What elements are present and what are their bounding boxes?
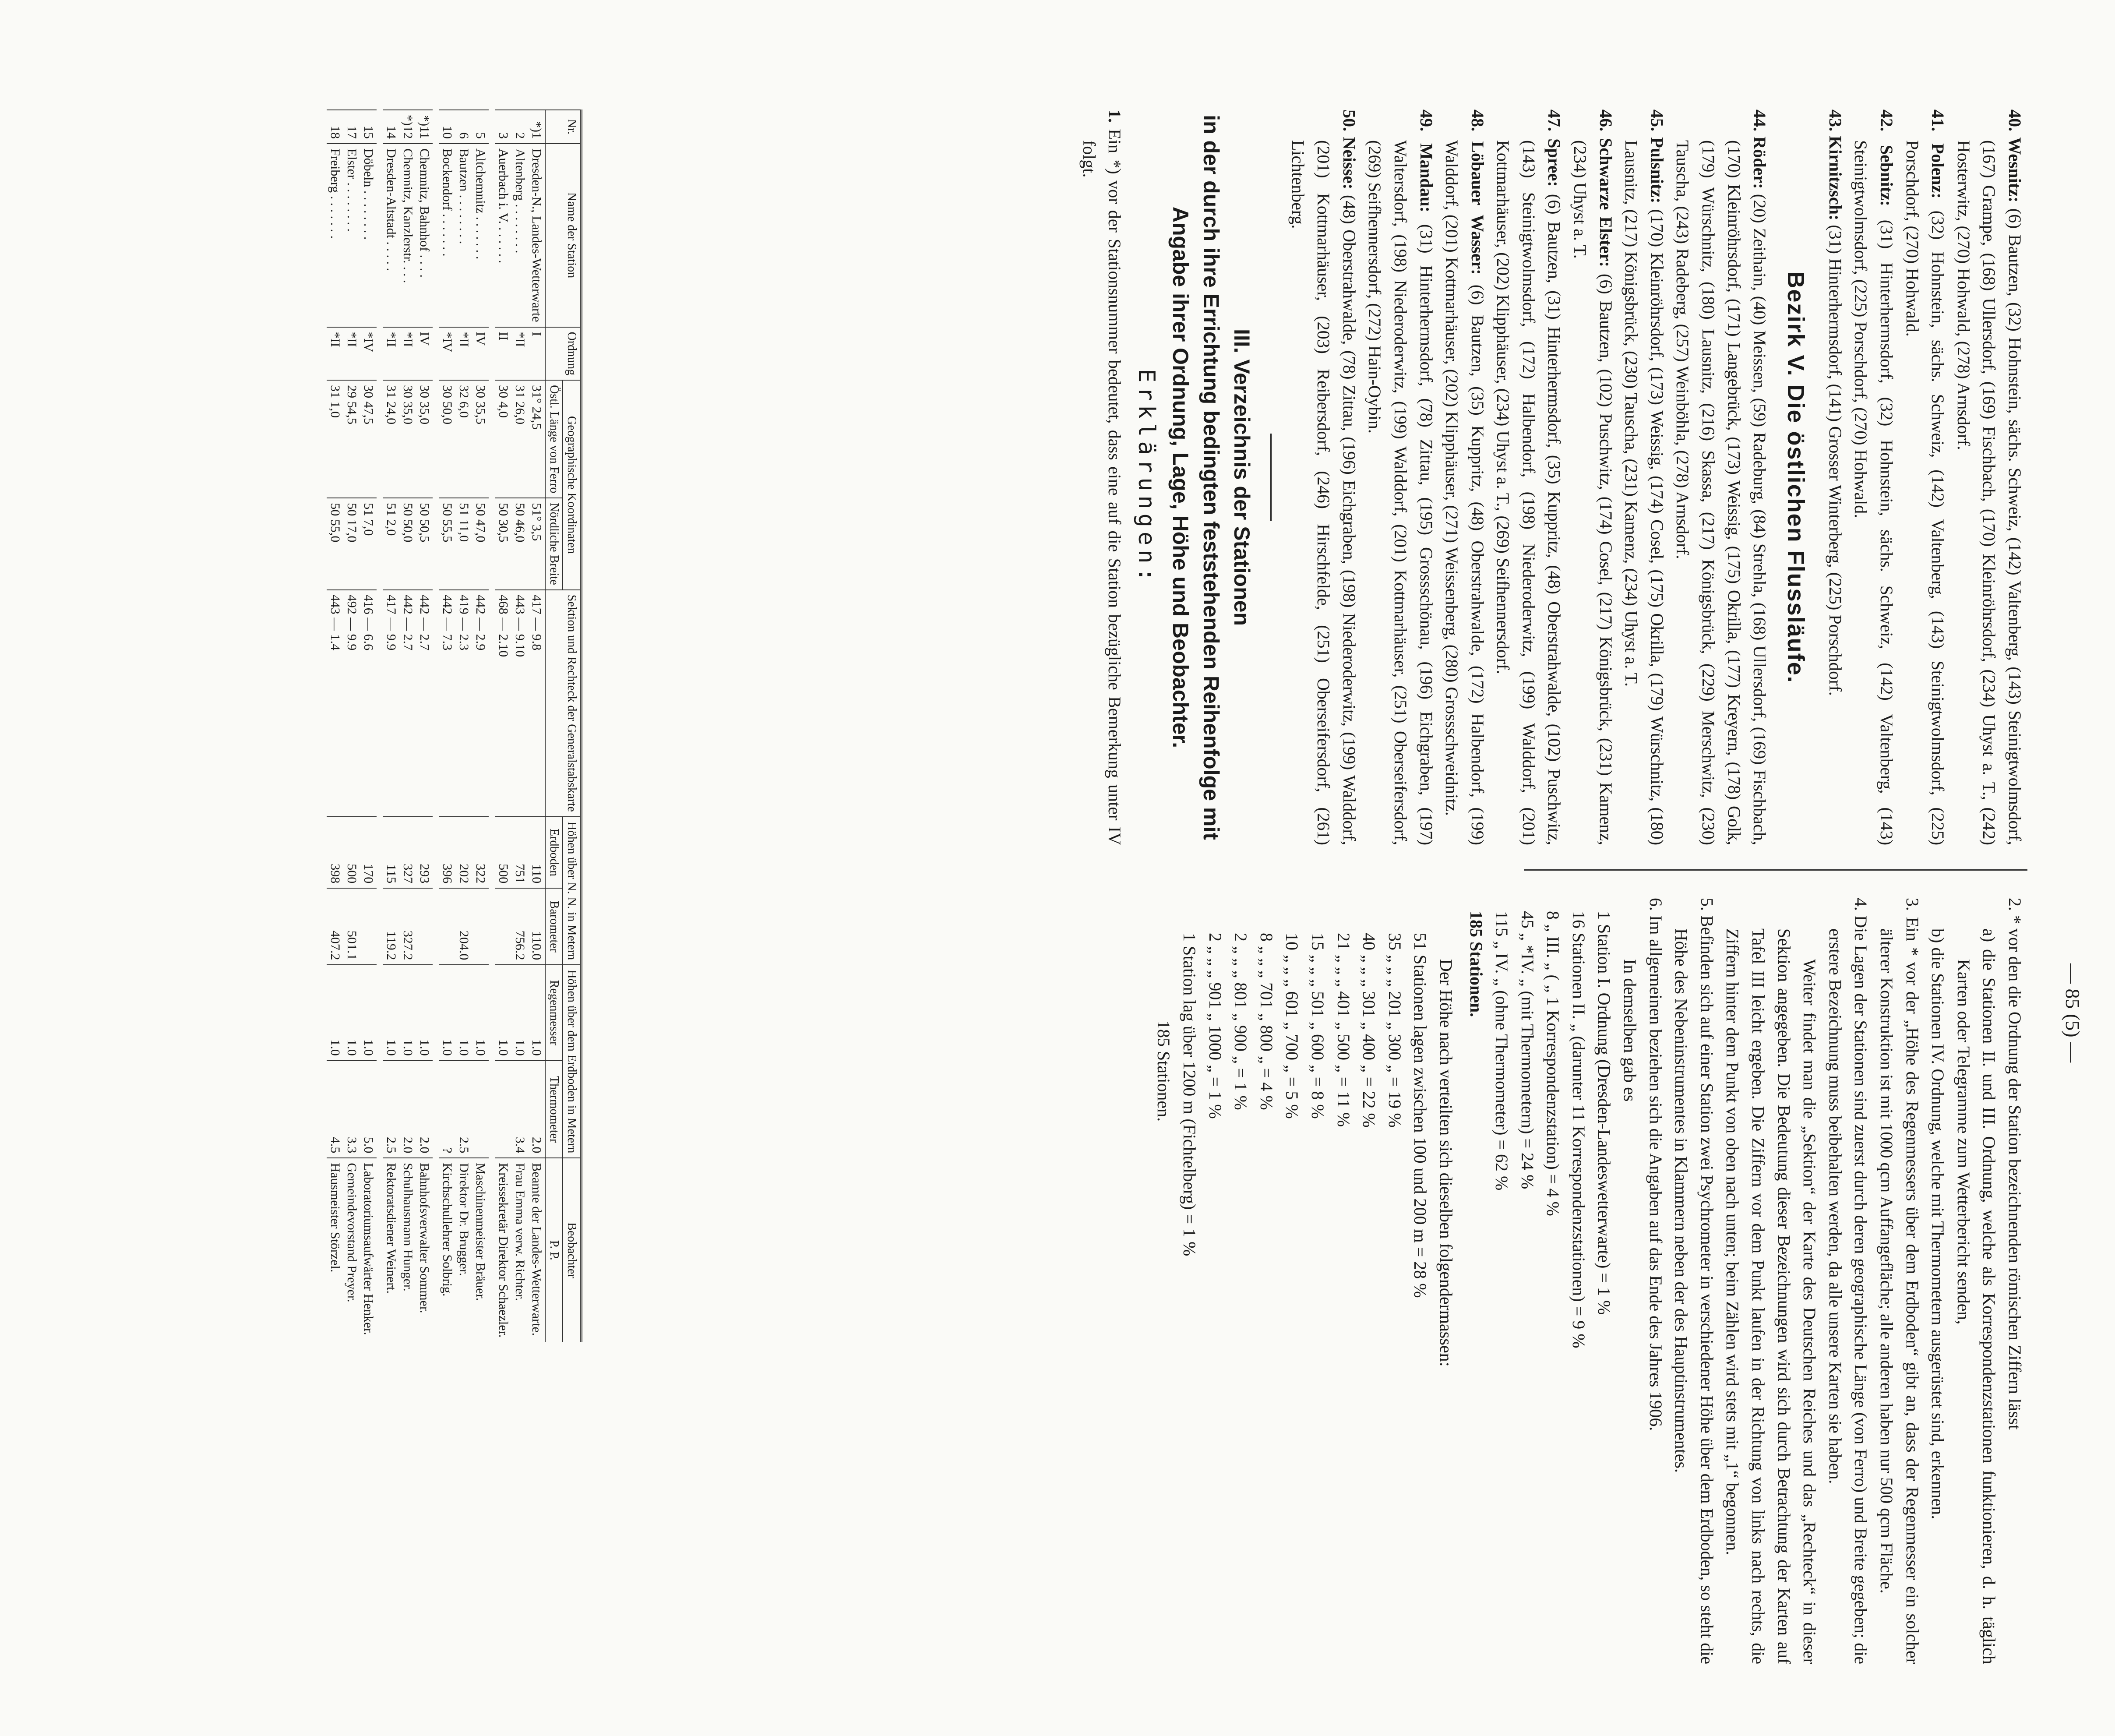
- col-hoehen-erd: Höhen über dem Erdboden in Metern: [563, 965, 581, 1158]
- cell-laenge: 32 6,0: [455, 380, 472, 498]
- height-distribution: [1151, 933, 1433, 1664]
- entry-text: (170) Kleinröhrsdorf, (173) Weissig, (174) Cosel, (175) Okrilla, (179) Würschnitz, (180) Lausnitz, (217) Königsbrück, (230) Tauscha, (231) Kamenz, (234) Uhyst a. T.: [1622, 140, 1667, 846]
- cell-breite: 50 17,0: [343, 498, 360, 589]
- cell-regen: 1.0: [472, 965, 492, 1061]
- river-name: Röder:: [1750, 136, 1770, 189]
- cell-nr: 6: [455, 110, 472, 144]
- cell-nr: 5: [472, 110, 492, 144]
- cell-beobachter: Hausmeister Störzel.: [327, 1158, 343, 1342]
- cell-laenge: 30 35,0: [416, 380, 436, 498]
- river-name: Mandau:: [1416, 143, 1436, 212]
- entry-text: (48) Oberstrahwalde, (78) Zittau, (196) Eichgraben, (198) Niederoderwitz, (199) Walddorf, (201) Kottmarhäuser, (203) Reibersdorf, (246) Hirschfelde, (251) Oberseifersdorf, (261) Lichtenberg.: [1288, 140, 1359, 845]
- cell-ordnung: II: [492, 327, 511, 381]
- cell-regen: 1.0: [436, 965, 455, 1061]
- cell-regen: 1.0: [380, 965, 399, 1061]
- cell-sektion: 468 — 2.10: [492, 590, 511, 817]
- order-row: 45 „ *IV. „ (mit Thermometern) = 24 %: [1517, 911, 1537, 1189]
- cell-sektion: 443 — 1.4: [327, 590, 343, 817]
- cell-thermo: 2.0: [528, 1061, 545, 1158]
- cell-erdboden: 322: [472, 817, 492, 888]
- river-name: Wesnitz:: [2005, 137, 2025, 203]
- section-subtitle-2: Angabe ihrer Ordnung, Lage, Höhe und Beobachter.: [1168, 206, 1193, 748]
- entry-text: (31) Hinterhermsdorf, (32) Hohnstein, sächs. Schweiz, (142) Valtenberg, (143) Steinigtwolmsdorf, (225) Porschdorf, (270) Hohwald.: [1851, 140, 1897, 846]
- cell-nr: 10: [436, 110, 455, 144]
- col-pp: P. P.: [545, 1158, 563, 1342]
- cell-laenge: 31 1,0: [327, 380, 343, 498]
- note-5: 5. Befinden sich auf einer Station zwei Psychrometer in verschiedener Höhe über dem Erdboden, so steht die Höhe des Nebeninstrumentes in Klammern neben der des Hauptinstrumentes.: [1671, 898, 1717, 1664]
- note-3: 3. Ein * vor der „Höhe des Regenmessers über dem Erdboden“ gibt an, dass der Regenmesser ein solcher älterer Konstruktion ist mit 1000 qcm Auffangefläche; alle anderen haben nur 500 qcm Fläche.: [1877, 898, 1922, 1664]
- cell-ordnung: IV: [472, 327, 492, 381]
- river-entry: [1670, 109, 1772, 845]
- cell-thermo: ?: [436, 1061, 455, 1158]
- cell-thermo: 2.0: [399, 1061, 416, 1158]
- cell-breite: 50 50,5: [416, 498, 436, 589]
- cell-barometer: 407.2: [327, 888, 343, 965]
- cell-nr: *)1: [528, 110, 545, 144]
- cell-barometer: 756.2: [511, 888, 528, 965]
- cell-laenge: 31 24,0: [380, 380, 399, 498]
- cell-name: Elster . . . . . . . .: [343, 144, 360, 327]
- river-entry: [1618, 109, 1670, 845]
- entry-number: 44.: [1750, 109, 1770, 131]
- header-row: [563, 110, 581, 1342]
- entry-number: 42.: [1877, 109, 1897, 131]
- cell-erdboden: 500: [343, 817, 360, 888]
- col-barometer: Barometer: [545, 888, 563, 965]
- cell-breite: 50 55,5: [436, 498, 455, 589]
- note-4a: 4. Die Lagen der Stationen sind zuerst durch deren geographische Länge (von Ferro) und Breite gegeben; die erstere Bezeichnung muss beibehalten werden, da alle unsere Karten sie haben.: [1825, 898, 1871, 1664]
- height-total: 185 Stationen.: [1154, 1020, 1174, 1122]
- cell-name: Chemnitz, Bahnhof . . . .: [416, 144, 436, 327]
- cell-beobachter: Laboratoriumsaufwärter Henker.: [360, 1158, 380, 1342]
- entry-text: (32) Hohnstein, sächs. Schweiz, (142) Valtenberg, (143) Steinigtwolmsdorf, (225) Porschdorf, (270) Hohwald.: [1902, 140, 1948, 846]
- height-row: 2 „ „ „ 901 „ 1000 „ = 1 %: [1205, 933, 1225, 1119]
- divider: [1270, 434, 1272, 521]
- order-row: 1 Station I. Ordnung (Dresden-Landeswetterwarte) = 1 %: [1594, 911, 1614, 1315]
- cell-breite: 51 7,0: [360, 498, 380, 589]
- cell-regen: 1.0: [360, 965, 380, 1061]
- note-4b: Weiter findet man die „Sektion“ der Karte des Deutschen Reiches und das „Rechteck“ in dieser Sektion angegeben. Die Bedeutung dieser Bezeichnungen wird sich durch Betrachtung der Karten auf Tafel III leicht ergeben. Die Ziffern vor dem Punkt laufen in der Richtung von links nach rechts, die Ziffern hinter dem Punkt von oben nach unten; beim Zählen wird stets mit „1“ begonnen.: [1723, 928, 1820, 1664]
- table-row: [416, 110, 436, 1342]
- entry-number: 49.: [1416, 109, 1436, 131]
- cell-ordnung: *II: [380, 327, 399, 381]
- col-erdboden: Erdboden: [545, 817, 563, 888]
- cell-nr: 14: [380, 110, 399, 144]
- entry-number: 43.: [1825, 109, 1845, 131]
- cell-regen: 1.0: [528, 965, 545, 1061]
- section-title: III. Verzeichnis der Stationen: [1229, 329, 1254, 626]
- cell-ordnung: *IV: [436, 327, 455, 381]
- cell-barometer: [492, 888, 511, 965]
- cell-ordnung: *II: [399, 327, 416, 381]
- river-name: Spree:: [1544, 138, 1565, 187]
- cell-ordnung: *IV: [360, 327, 380, 381]
- col-sektion: Sektion und Rechteck der Generalstabskarte: [545, 590, 581, 817]
- table-row: [528, 110, 545, 1342]
- height-row: 10 „ „ „ 601 „ 700 „ = 5 %: [1282, 933, 1302, 1119]
- page-header: [2054, 88, 2089, 1664]
- entry-text: (6) Bautzen, (102) Puschwitz, (174) Cosel, (217) Königsbrück, (231) Kamenz, (234) Uhyst a. T.: [1570, 140, 1616, 845]
- cell-breite: 50 30,5: [492, 498, 511, 589]
- cell-breite: 51 2,0: [380, 498, 399, 589]
- table-row: [472, 110, 492, 1342]
- river-entry: [1362, 109, 1439, 845]
- entry-text: (20) Zeithain, (40) Meissen, (59) Radeburg, (84) Strehla, (168) Ullersdorf, (169) Fischbach, (170) Kleinröhrsdorf, (171) Langebrück, (173) Weissig, (175) Okrilla, (177) Kreyern, (178) Golk, (179) Würschnitz, (180) Lausnitz, (216) Skassa, (217) Königsbrück, (229) Merschwitz, (230) Tauscha, (243) Radeberg, (257) Weinböhla, (278) Arnsdorf.: [1673, 140, 1770, 846]
- cell-sektion: 492 — 9.9: [343, 590, 360, 817]
- cell-sektion: 442 — 2.7: [416, 590, 436, 817]
- cell-beobachter: Frau Emma verw. Richter.: [511, 1158, 528, 1342]
- entry-number: 48.: [1467, 109, 1488, 131]
- col-geo: Geographische Koordinaten: [563, 380, 581, 590]
- cell-ordnung: *II: [455, 327, 472, 381]
- note-2: 2. * vor den die Ordnung der Station bezeichnenden römischen Ziffern lässt: [2005, 898, 2025, 1430]
- table-row: [380, 110, 399, 1342]
- note-6: 6. Im allgemeinen beziehen sich die Angaben auf das Ende des Jahres 1906.: [1646, 898, 1666, 1431]
- note-1: [1076, 109, 1127, 845]
- cell-thermo: [472, 1061, 492, 1158]
- cell-barometer: 204.0: [455, 888, 472, 965]
- cell-breite: 50 47,0: [472, 498, 492, 589]
- col-breite: Nördliche Breite: [545, 498, 563, 589]
- order-distribution: [1463, 911, 1617, 1664]
- table-row: [492, 110, 511, 1342]
- col-regen: Regenmesser: [545, 965, 563, 1061]
- cell-laenge: 30 4,0: [492, 380, 511, 498]
- table-row: [455, 110, 472, 1342]
- height-row: 2 „ „ „ 801 „ 900 „ = 1 %: [1231, 933, 1251, 1110]
- col-nr: Nr.: [545, 110, 581, 144]
- cell-breite: 50 55,0: [327, 498, 343, 589]
- cell-nr: 3: [492, 110, 511, 144]
- cell-barometer: 501.1: [343, 888, 360, 965]
- cell-nr: 17: [343, 110, 360, 144]
- cell-regen: 1.0: [327, 965, 343, 1061]
- river-name: Schwarze Elster:: [1596, 138, 1616, 267]
- cell-laenge: 31 26,0: [511, 380, 528, 498]
- note-number: 1.: [1105, 109, 1125, 123]
- river-name: Polenz:: [1928, 143, 1948, 199]
- cell-breite: 51° 3,5: [528, 498, 545, 589]
- cell-beobachter: Kirchschullehrer Solbrig.: [436, 1158, 455, 1342]
- cell-sektion: 443 — 9.10: [511, 590, 528, 817]
- river-entry: [1950, 109, 2027, 845]
- cell-erdboden: 170: [360, 817, 380, 888]
- height-row: 15 „ „ „ 501 „ 600 „ = 8 %: [1308, 933, 1328, 1119]
- cell-beobachter: Bahnhofsverwalter Sommer.: [416, 1158, 436, 1342]
- cell-name: Döbeln . . . . . . . .: [360, 144, 380, 327]
- cell-erdboden: 327: [399, 817, 416, 888]
- order-row: 115 „ IV. „ (ohne Thermometer) = 62 %: [1492, 911, 1512, 1191]
- cell-sektion: 417 — 9.8: [528, 590, 545, 817]
- cell-beobachter: Rektoratsdiener Weinert.: [380, 1158, 399, 1342]
- entry-text: (6) Bautzen, (35) Kuppritz, (48) Oberstrahwalde, (172) Halbendorf, (199) Walddorf, (201) Kottmarhäuser, (202) Klipphäuser, (271) Weissenberg, (280) Grossschweidnitz.: [1442, 140, 1488, 845]
- note-6-sub: In demselben gab es: [1620, 959, 1640, 1102]
- cell-name: Dresden-N., Landes-Wetterwarte: [528, 144, 545, 327]
- cell-erdboden: 202: [455, 817, 472, 888]
- height-row: 21 „ „ „ 401 „ 500 „ = 11 %: [1333, 933, 1354, 1127]
- river-list-b: [1285, 109, 1772, 845]
- height-row: 35 „ „ „ 201 „ 300 „ = 19 %: [1385, 933, 1405, 1128]
- note-text: Ein *) vor der Stationsnummer bedeutet, dass eine auf die Station bezügliche Bemerkung unter IV folgt.: [1079, 129, 1125, 845]
- entry-text: (31) Hinterhermsdorf, (78) Zittau, (195) Grossschönau, (196) Eichgraben, (197) Waltersdorf, (198) Niederoderwitz, (199) Walddorf, (201) Kottmarhäuser, (251) Oberseifersdorf, (269) Seifhennersdorf, (272) Hain-Oybin.: [1365, 140, 1436, 846]
- order-row: 8 „ III. „ ( „ 1 Korrespondenzstation) = 4 %: [1543, 911, 1563, 1216]
- cell-breite: 51 11,0: [455, 498, 472, 589]
- cell-sektion: 417 — 9.9: [380, 590, 399, 817]
- col-laenge: Östl. Länge von Ferro: [545, 380, 563, 498]
- table-header: [545, 110, 581, 1342]
- river-name: Kirnitzsch:: [1825, 136, 1845, 221]
- right-column: [1151, 898, 2027, 1664]
- cell-erdboden: 500: [492, 817, 511, 888]
- table-row: [399, 110, 416, 1342]
- col-ordnung: Ordnung: [545, 327, 581, 381]
- cell-sektion: 442 — 2.9: [472, 590, 492, 817]
- cell-ordnung: I: [528, 327, 545, 381]
- entry-number: 47.: [1544, 109, 1565, 131]
- entry-number: 45.: [1647, 109, 1667, 131]
- table-row: [343, 110, 360, 1342]
- table-row: [327, 110, 343, 1342]
- note-2b: b) die Stationen IV. Ordnung, welche mit Thermometern ausgerüstet sind, erkennen.: [1928, 928, 1948, 1520]
- cell-laenge: 30 35,0: [399, 380, 416, 498]
- cell-sektion: 442 — 2.7: [399, 590, 416, 817]
- cell-barometer: 119.2: [380, 888, 399, 965]
- cell-regen: 1.0: [455, 965, 472, 1061]
- cell-sektion: 416 — 6.6: [360, 590, 380, 817]
- page-number: — 85 (5) —: [2062, 963, 2084, 1063]
- cell-nr: 18: [327, 110, 343, 144]
- cell-name: Bautzen . . . . . . . .: [455, 144, 472, 327]
- cell-name: Bockendorf . . . . . . .: [436, 144, 455, 327]
- cell-thermo: 2.5: [455, 1061, 472, 1158]
- cell-sektion: 419 — 2.3: [455, 590, 472, 817]
- river-name: Neisse:: [1339, 137, 1359, 190]
- cell-barometer: 110.0: [528, 888, 545, 965]
- cell-thermo: 3.4: [511, 1061, 528, 1158]
- bezirk-heading: Bezirk V. Die östlichen Flussläufe.: [1783, 271, 1809, 684]
- cell-erdboden: 751: [511, 817, 528, 888]
- cell-erdboden: 293: [416, 817, 436, 888]
- cell-thermo: 2.5: [380, 1061, 399, 1158]
- river-entry: [1848, 109, 1899, 845]
- col-hoehen-nn: Höhen über N. N. in Metern: [563, 817, 581, 965]
- cell-regen: 1.0: [399, 965, 416, 1061]
- river-entry: [1822, 109, 1848, 845]
- height-row: 1 Station lag über 1200 m (Fichtelberg) = 1 %: [1180, 933, 1199, 1256]
- cell-breite: 50 46,0: [511, 498, 528, 589]
- cell-laenge: 30 35,5: [472, 380, 492, 498]
- entry-number: 40.: [2005, 109, 2025, 131]
- cell-thermo: 5.0: [360, 1061, 380, 1158]
- cell-laenge: 30 47,5: [360, 380, 380, 498]
- cell-erdboden: 115: [380, 817, 399, 888]
- height-row: 8 „ „ „ 701 „ 800 „ = 4 %: [1256, 933, 1276, 1110]
- cell-ordnung: *II: [343, 327, 360, 381]
- river-name: Sebnitz:: [1877, 145, 1897, 206]
- cell-barometer: 327.2: [399, 888, 416, 965]
- cell-beobachter: Schulhausmann Hunger.: [399, 1158, 416, 1342]
- column-divider: [1524, 869, 2027, 871]
- river-entry: [1439, 109, 1490, 845]
- hoehe-intro: Der Höhe nach verteilten sich dieselben folgendermassen:: [1436, 959, 1456, 1367]
- entry-text: (6) Bautzen, (32) Hohnstein, sächs. Schweiz, (142) Valtenberg, (143) Steinigtwolmsdorf, (167) Grampe, (168) Ullersdorf, (169) Fischbach, (170) Kleinröhrsdorf, (234) Uhyst a. T., (242) Hosterwitz, (270) Hohwald, (278) Arnsdorf.: [1953, 140, 2025, 846]
- cell-name: Dresden-Altstadt . . . . .: [380, 144, 399, 327]
- river-entry: [1899, 109, 1950, 845]
- table-row: [360, 110, 380, 1342]
- cell-beobachter: Beamte der Landes-Wetterwarte.: [528, 1158, 545, 1342]
- cell-beobachter: Maschinenmeister Bräuer.: [472, 1158, 492, 1342]
- cell-laenge: 30 50,0: [436, 380, 455, 498]
- entry-text: (31) Hinterhermsdorf, (141) Grosser Winterberg, (225) Porschdorf.: [1825, 225, 1845, 696]
- river-name: Löbauer Wasser:: [1467, 141, 1488, 275]
- cell-nr: 15: [360, 110, 380, 144]
- river-entry: [1567, 109, 1618, 845]
- cell-barometer: [436, 888, 455, 965]
- river-list-a: [1822, 109, 2027, 845]
- cell-breite: 50 50,0: [399, 498, 416, 589]
- cell-thermo: [492, 1061, 511, 1158]
- cell-regen: 1.0: [343, 965, 360, 1061]
- table-row: [436, 110, 455, 1342]
- station-table: [327, 109, 582, 1342]
- entry-number: 41.: [1928, 109, 1948, 131]
- cell-nr: *)11: [416, 110, 436, 144]
- entry-number: 46.: [1596, 109, 1616, 131]
- river-entry: [1490, 109, 1567, 845]
- height-row: 40 „ „ „ 301 „ 400 „ = 22 %: [1359, 933, 1379, 1128]
- order-row: 16 Stationen II. „ (darunter 11 Korrespondenzstationen) = 9 %: [1569, 911, 1589, 1348]
- cell-thermo: 4.5: [327, 1061, 343, 1158]
- cell-regen: 1.0: [492, 965, 511, 1061]
- cell-ordnung: IV: [416, 327, 436, 381]
- river-entry: [1285, 109, 1362, 845]
- section-subtitle: in der durch ihre Errichtung bedingten feststehenden Reihenfolge mit: [1198, 115, 1223, 840]
- cell-thermo: 3.3: [343, 1061, 360, 1158]
- cell-erdboden: 398: [327, 817, 343, 888]
- cell-nr: *)12: [399, 110, 416, 144]
- cell-beobachter: Kreissekretär Direktor Schaezler.: [492, 1158, 511, 1342]
- cell-ordnung: *II: [511, 327, 528, 381]
- height-row: 51 Stationen lagen zwischen 100 und 200 m = 28 %: [1410, 933, 1431, 1298]
- cell-barometer: [416, 888, 436, 965]
- cell-barometer: [472, 888, 492, 965]
- note-2a: a) die Stationen II. und III. Ordnung, welche als Korrespondenzstationen funktionieren, d. h. täglich Karten oder Telegramme zum Wetterbericht senden,: [1953, 928, 1999, 1664]
- cell-name: Altchemnitz . . . . . . .: [472, 144, 492, 327]
- river-name: Pulsnitz:: [1647, 137, 1667, 204]
- cell-laenge: 31° 24,5: [528, 380, 545, 498]
- erklaerungen-heading: Erklärungen:: [1133, 369, 1160, 586]
- entry-number: 50.: [1339, 109, 1359, 131]
- cell-laenge: 29 54,5: [343, 380, 360, 498]
- left-column: [1076, 109, 2027, 845]
- order-total: 185 Stationen.: [1466, 911, 1486, 1017]
- cell-thermo: 2.0: [416, 1061, 436, 1158]
- col-beobachter: Beobachter: [563, 1158, 581, 1342]
- entry-text: (6) Bautzen, (31) Hinterhermsdorf, (35) Kuppritz, (48) Oberstrahwalde, (102) Puschwitz, (143) Steinigtwolmsdorf, (172) Halbendorf, (198) Niederoderwitz, (199) Walddorf, (201) Kottmarhäuser, (202) Klipphäuser, (234) Uhyst a. T., (269) Seifhennersdorf.: [1493, 140, 1565, 846]
- cell-regen: 1.0: [416, 965, 436, 1061]
- cell-name: Altenberg . . . . . . . .: [511, 144, 528, 327]
- cell-sektion: 442 — 7.3: [436, 590, 455, 817]
- cell-beobachter: Direktor Dr. Brugger.: [455, 1158, 472, 1342]
- cell-beobachter: Gemeindevorstand Preyer.: [343, 1158, 360, 1342]
- col-name: Name der Station: [545, 144, 581, 327]
- cell-barometer: [360, 888, 380, 965]
- cell-erdboden: 110: [528, 817, 545, 888]
- cell-name: Auerbach i. V. . . . . . .: [492, 144, 511, 327]
- cell-regen: 1.0: [511, 965, 528, 1061]
- cell-nr: 2: [511, 110, 528, 144]
- cell-name: Chemnitz, Kanzlerstr. . . .: [399, 144, 416, 327]
- table-row: [511, 110, 528, 1342]
- table-body: [327, 110, 545, 1342]
- cell-erdboden: 396: [436, 817, 455, 888]
- col-thermo: Thermometer: [545, 1061, 563, 1158]
- cell-ordnung: *II: [327, 327, 343, 381]
- cell-name: Freiberg . . . . . . .: [327, 144, 343, 327]
